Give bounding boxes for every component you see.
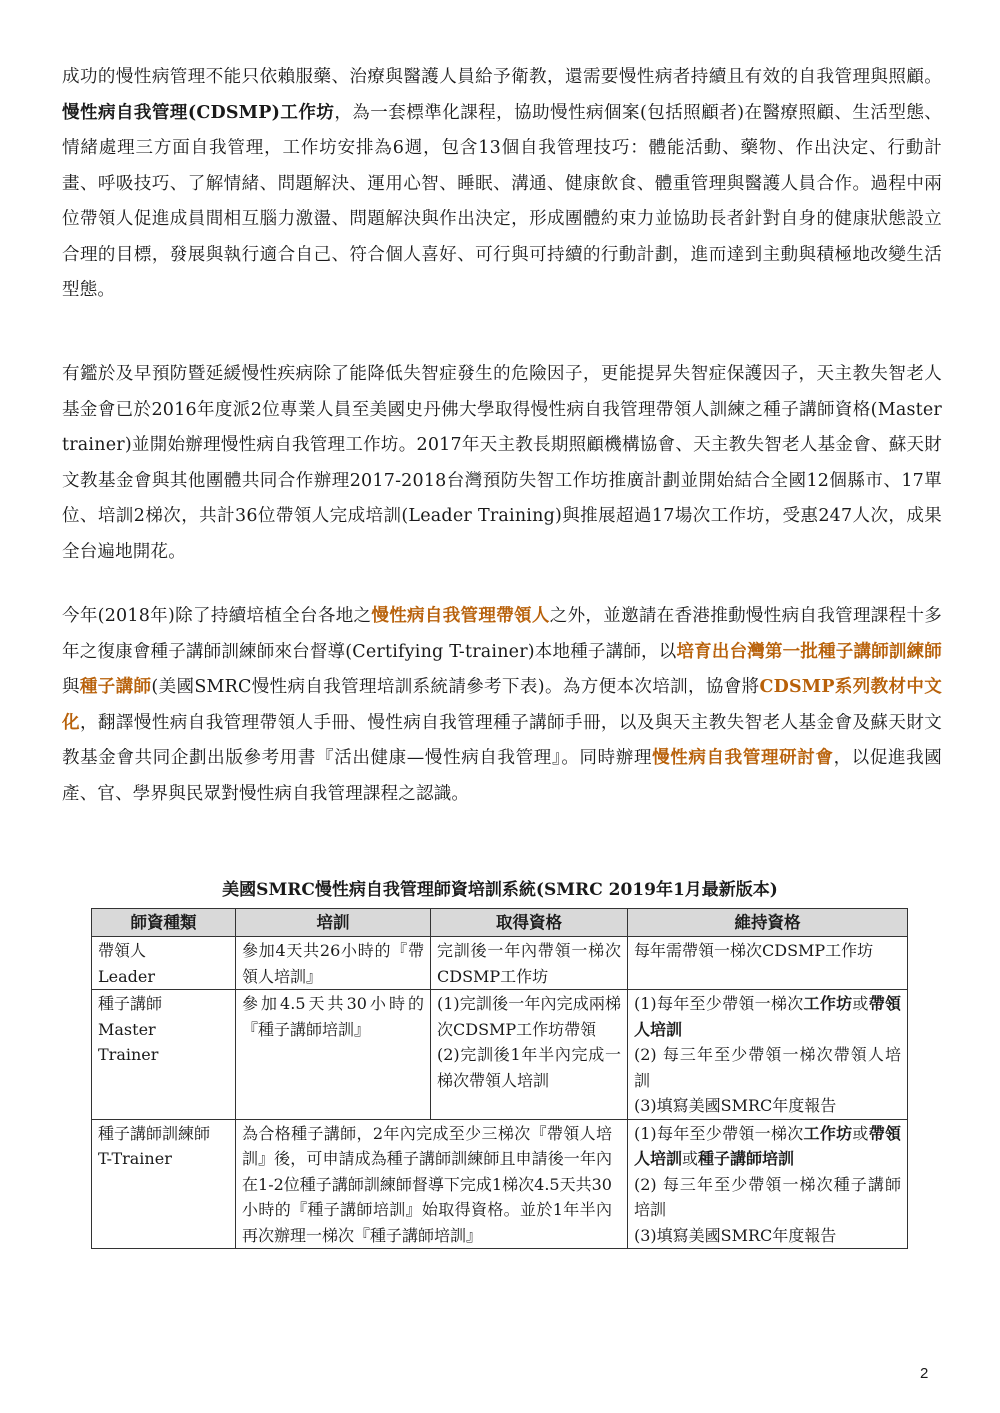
para3-text-1: 今年(2018年)除了持續培植全台各地之 xyxy=(62,606,372,626)
para3-text-3: 與 xyxy=(62,677,80,697)
table-header-row xyxy=(92,909,908,937)
maintain-text: 或 xyxy=(852,1123,869,1143)
maintain-item-2: (2) 每三年至少帶領一梯次種子講師培訓 xyxy=(634,1174,901,1219)
para3-highlight-leader: 慢性病自我管理帶領人 xyxy=(371,606,550,626)
obtain-item-2: (2)完訓後1年半內完成一梯次帶領人培訓 xyxy=(437,1045,621,1090)
trainer-system-table xyxy=(91,908,908,1249)
paragraph-cdsmp-intro xyxy=(62,60,942,309)
para3-highlight-seminar: 慢性病自我管理研討會 xyxy=(652,748,834,768)
para3-text-4: (美國SMRC慢性病自我管理培訓系統請參考下表)。為方便本次培訓，協會將 xyxy=(151,677,760,697)
type-en-2: Trainer xyxy=(98,1045,159,1064)
table-row xyxy=(92,990,908,1120)
maintain-text: 或 xyxy=(682,1149,699,1168)
type-en: T-Trainer xyxy=(98,1149,172,1168)
para3-text-2: 之外，並邀請在香港推動慢性病自我管理課程十多年之復康會種子講師訓練師來台督導(Certifying T-trainer)本地種子講師，以 xyxy=(62,606,942,662)
header-obtain: 取得資格 xyxy=(431,909,628,937)
table-caption: 美國SMRC慢性病自我管理師資培訓系統(SMRC 2019年1月最新版本) xyxy=(222,880,778,900)
para3-highlight-ttrainer: 培育出台灣第一批種子講師訓練師 xyxy=(676,641,943,662)
cell-type xyxy=(92,937,236,990)
para3-text-5: ，翻譯慢性病自我管理帶領人手冊、慢性病自我管理種子講師手冊，以及與天主教失智老人基金會及蘇天財文教基金會共同企劃出版參考用書『活出健康—慢性病自我管理』。同時辦理 xyxy=(62,712,942,768)
maintain-item-3: (3)填寫美國SMRC年度報告 xyxy=(634,1096,837,1115)
cell-training: 參加4天共26小時的『帶領人培訓』 xyxy=(236,937,431,990)
paragraph-2018-plan xyxy=(62,599,942,812)
obtain-item-1: (1)完訓後一年內完成兩梯次CDSMP工作坊帶領 xyxy=(437,994,621,1039)
type-zh: 種子講師訓練師 xyxy=(98,1123,211,1143)
para3-text-6: ，以促進我國產、官、學界與民眾對慢性病自我管理課程之認識。 xyxy=(62,748,942,804)
maintain-bold-workshop: 工作坊 xyxy=(803,994,853,1013)
maintain-text: 或 xyxy=(852,994,869,1013)
para1-text-1: 成功的慢性病管理不能只依賴服藥、治療與醫護人員給予衛教，還需要慢性病者持續且有效的自我管理與照顧。 xyxy=(62,67,942,87)
page-number: 2 xyxy=(920,1365,929,1382)
cell-maintain xyxy=(628,1119,908,1249)
maintain-bold-master-training: 種子講師培訓 xyxy=(698,1149,795,1168)
cell-type xyxy=(92,990,236,1120)
para1-bold-cdsmp: 慢性病自我管理(CDSMP)工作坊 xyxy=(62,102,335,123)
paragraph-background xyxy=(62,357,942,570)
training-obtain-text: 為合格種子講師，2年內完成至少三梯次『帶領人培訓』後，可申請成為種子講師訓練師且申請後一年內在1-2位種子講師訓練師督導下完成1梯次4.5天共30小時的『種子講師培訓』始取得資格。並於1年半內再次辦理一梯次『種子講師培訓』 xyxy=(242,1123,612,1245)
type-en-1: Master xyxy=(98,1019,156,1039)
maintain-item-2: (2) 每三年至少帶領一梯次帶領人培訓 xyxy=(634,1045,901,1090)
type-en: Leader xyxy=(98,966,155,986)
maintain-bold-leader-training: 帶領人培訓 xyxy=(634,994,901,1039)
cell-maintain: 每年需帶領一梯次CDSMP工作坊 xyxy=(628,937,908,990)
maintain-bold-workshop: 工作坊 xyxy=(803,1123,853,1143)
para3-highlight-master: 種子講師 xyxy=(79,677,152,697)
cell-maintain xyxy=(628,990,908,1120)
cell-training: 參加4.5天共30小時的『種子講師培訓』 xyxy=(236,990,431,1120)
cell-obtain: 完訓後一年內帶領一梯次CDSMP工作坊 xyxy=(431,937,628,990)
maintain-text: (1)每年至少帶領一梯次 xyxy=(634,994,804,1013)
cell-type xyxy=(92,1119,236,1249)
table-row xyxy=(92,937,908,990)
header-type: 師資種類 xyxy=(92,909,236,937)
para1-text-2: ，為一套標準化課程，協助慢性病個案(包括照顧者)在醫療照顧、生活型態、情緒處理三方面自我管理，工作坊安排為6週，包含13個自我管理技巧：體能活動、藥物、作出決定、行動計畫、呼吸技巧、了解情緒、問題解決、運用心智、睡眠、溝通、健康飲食、體重管理與醫護人員合作。過程中兩位帶領人促進成員間相互腦力激盪、問題解決與作出決定，形成團體約束力並協助長者針對自身的健康狀態設立合理的目標，發展與執行適合自己、符合個人喜好、可行與可持續的行動計劃，進而達到主動與積極地改變生活型態。 xyxy=(62,102,943,300)
maintain-text: (1)每年至少帶領一梯次 xyxy=(634,1123,804,1143)
para2-text: 有鑑於及早預防暨延緩慢性疾病除了能降低失智症發生的危險因子，更能提昇失智症保護因子，天主教失智老人基金會已於2016年度派2位專業人員至美國史丹佛大學取得慢性病自我管理帶領人訓練之種子講師資格(Master trainer)並開始辦理慢性病自我管理工作坊。2017年天主教長期照顧機構協會、天主教失智老人基金會、蘇天財文教基金會與其他團體共同合作辦理2017-2018台灣預防失智工作坊推廣計劃並開始結合全國12個縣市、17單位、培訓2梯次，共計36位帶領人完成培訓(Leader Training)與推展超過17場次工作坊，受惠247人次，成果全台遍地開花。 xyxy=(62,364,942,562)
type-zh: 帶領人 xyxy=(98,941,147,960)
header-training: 培訓 xyxy=(236,909,431,937)
maintain-item-1 xyxy=(634,1121,901,1172)
type-zh: 種子講師 xyxy=(98,994,163,1013)
maintain-item-3: (3)填寫美國SMRC年度報告 xyxy=(634,1225,837,1245)
header-maintain: 維持資格 xyxy=(628,909,908,937)
maintain-item-1 xyxy=(634,991,901,1042)
maintain-bold-leader-training: 帶領人培訓 xyxy=(634,1123,901,1168)
cell-training-obtain xyxy=(236,1119,628,1249)
table-row xyxy=(92,1119,908,1249)
cell-obtain xyxy=(431,990,628,1120)
para3-highlight-materials: CDSMP系列教材中文化 xyxy=(62,677,942,733)
